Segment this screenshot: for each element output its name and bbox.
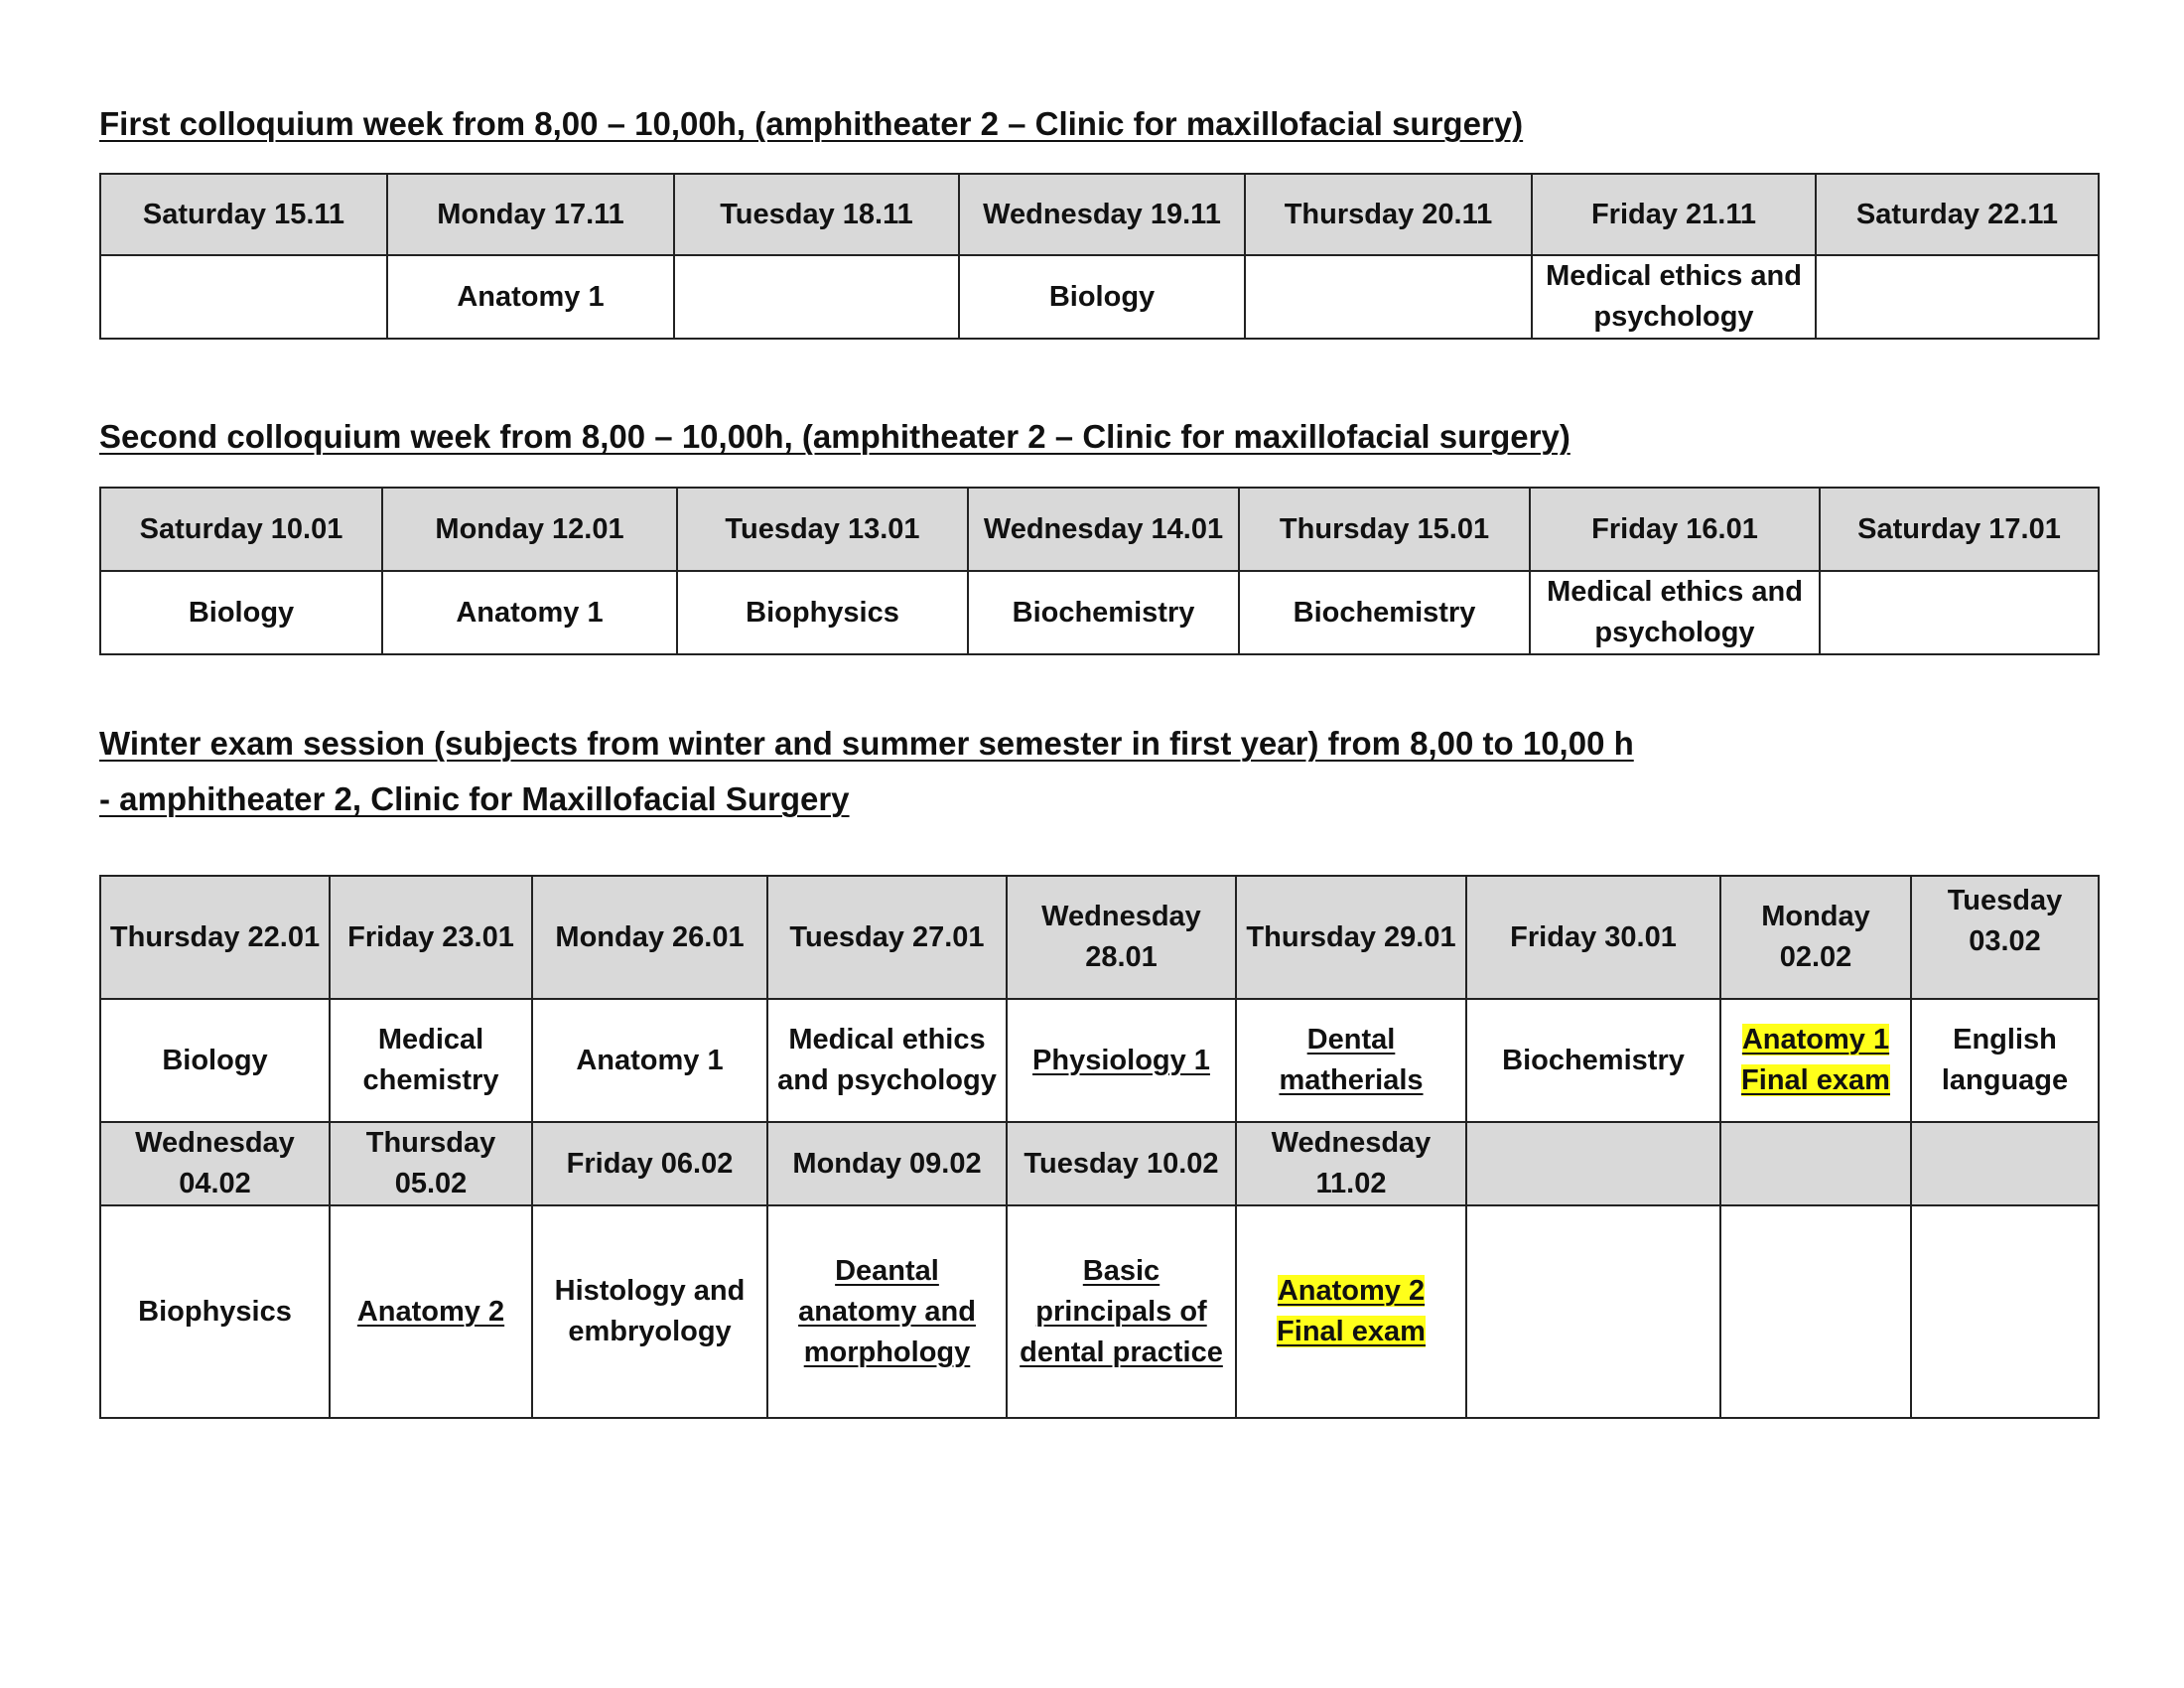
day-cell: Thursday 15.01 <box>1239 488 1530 571</box>
day-cell: Tuesday 27.01 <box>767 876 1007 999</box>
subject-cell <box>1236 1205 1466 1418</box>
day-cell: Wednesday 14.01 <box>968 488 1239 571</box>
winter-session-table <box>99 875 2100 1419</box>
subject-cell <box>1466 1205 1720 1418</box>
day-cell: Wednesday 11.02 <box>1236 1122 1466 1205</box>
day-cell: Wednesday 04.02 <box>100 1122 330 1205</box>
day-cell: Saturday 17.01 <box>1820 488 2099 571</box>
day-cell: Saturday 15.11 <box>100 174 387 255</box>
subject-text: Basic principals of dental practice <box>1020 1254 1223 1368</box>
winter-session-heading-line1: Winter exam session (subjects from winter and summer semester in first year) from 8,00 to 10,00 h <box>99 725 1634 762</box>
first-colloquium-heading: First colloquium week from 8,00 – 10,00h, (amphitheater 2 – Clinic for maxillofacial surgery) <box>99 105 1524 142</box>
day-cell: Friday 23.01 <box>330 876 532 999</box>
subject-cell: Biology <box>100 999 330 1122</box>
subject-cell: Biology <box>959 255 1245 339</box>
day-cell: Thursday 20.11 <box>1245 174 1532 255</box>
day-header-row <box>100 174 2099 255</box>
day-cell: Friday 16.01 <box>1530 488 1820 571</box>
day-cell: Monday 17.11 <box>387 174 674 255</box>
subject-cell: Biochemistry <box>968 571 1239 654</box>
first-colloquium-table <box>99 173 2100 340</box>
subject-text: Dental matherials <box>1279 1024 1424 1096</box>
subject-cell <box>330 1205 532 1418</box>
subject-cell: Anatomy 1 <box>382 571 677 654</box>
second-colloquium-heading: Second colloquium week from 8,00 – 10,00h, (amphitheater 2 – Clinic for maxillofacial surgery) <box>99 418 1570 455</box>
day-cell: Tuesday 13.01 <box>677 488 968 571</box>
day-cell <box>1720 1122 1911 1205</box>
subject-cell <box>1007 999 1236 1122</box>
subject-cell: Medical ethics and psychology <box>1530 571 1820 654</box>
day-cell <box>1911 1122 2099 1205</box>
day-cell: Thursday 22.01 <box>100 876 330 999</box>
second-colloquium-table <box>99 487 2100 655</box>
subject-cell <box>674 255 959 339</box>
subject-row <box>100 1205 2099 1418</box>
subject-cell <box>767 1205 1007 1418</box>
subject-cell: Biochemistry <box>1466 999 1720 1122</box>
day-header-row <box>100 1122 2099 1205</box>
subject-cell: Biophysics <box>677 571 968 654</box>
day-cell: Tuesday 10.02 <box>1007 1122 1236 1205</box>
subject-cell: English language <box>1911 999 2099 1122</box>
subject-cell: Biology <box>100 571 382 654</box>
subject-text: Physiology 1 <box>1032 1044 1210 1076</box>
final-exam-highlight: Anatomy 2 Final exam <box>1277 1275 1426 1347</box>
day-cell: Monday 02.02 <box>1720 876 1911 999</box>
day-cell: Tuesday 18.11 <box>674 174 959 255</box>
subject-row <box>100 255 2099 339</box>
subject-cell <box>1816 255 2099 339</box>
subject-cell <box>100 255 387 339</box>
day-cell: Monday 09.02 <box>767 1122 1007 1205</box>
subject-row <box>100 571 2099 654</box>
subject-text: Anatomy 2 <box>356 1295 505 1328</box>
day-cell: Saturday 10.01 <box>100 488 382 571</box>
subject-cell <box>1911 1205 2099 1418</box>
day-cell: Monday 12.01 <box>382 488 677 571</box>
day-cell: Saturday 22.11 <box>1816 174 2099 255</box>
subject-cell <box>1245 255 1532 339</box>
subject-cell: Medical ethics and psychology <box>767 999 1007 1122</box>
subject-cell: Medical ethics and psychology <box>1532 255 1816 339</box>
subject-cell: Biochemistry <box>1239 571 1530 654</box>
subject-cell <box>1720 999 1911 1122</box>
day-cell: Friday 21.11 <box>1532 174 1816 255</box>
day-header-row <box>100 488 2099 571</box>
day-cell: Thursday 29.01 <box>1236 876 1466 999</box>
subject-cell: Anatomy 1 <box>532 999 767 1122</box>
subject-cell: Histology and embryology <box>532 1205 767 1418</box>
final-exam-highlight: Anatomy 1 Final exam <box>1741 1024 1890 1096</box>
subject-cell <box>1820 571 2099 654</box>
day-cell: Monday 26.01 <box>532 876 767 999</box>
day-cell: Wednesday 28.01 <box>1007 876 1236 999</box>
day-cell: Thursday 05.02 <box>330 1122 532 1205</box>
subject-cell <box>1236 999 1466 1122</box>
subject-cell: Anatomy 1 <box>387 255 674 339</box>
winter-session-heading-line2: - amphitheater 2, Clinic for Maxillofacial Surgery <box>99 780 850 817</box>
day-cell: Friday 06.02 <box>532 1122 767 1205</box>
day-header-row <box>100 876 2099 999</box>
subject-text: Deantal anatomy and morphology <box>798 1254 976 1368</box>
subject-cell <box>1007 1205 1236 1418</box>
subject-cell: Biophysics <box>100 1205 330 1418</box>
day-cell <box>1466 1122 1720 1205</box>
day-cell: Wednesday 19.11 <box>959 174 1245 255</box>
subject-row <box>100 999 2099 1122</box>
day-cell: Friday 30.01 <box>1466 876 1720 999</box>
subject-cell <box>1720 1205 1911 1418</box>
subject-cell: Medical chemistry <box>330 999 532 1122</box>
day-cell: Tuesday 03.02 <box>1911 876 2099 999</box>
